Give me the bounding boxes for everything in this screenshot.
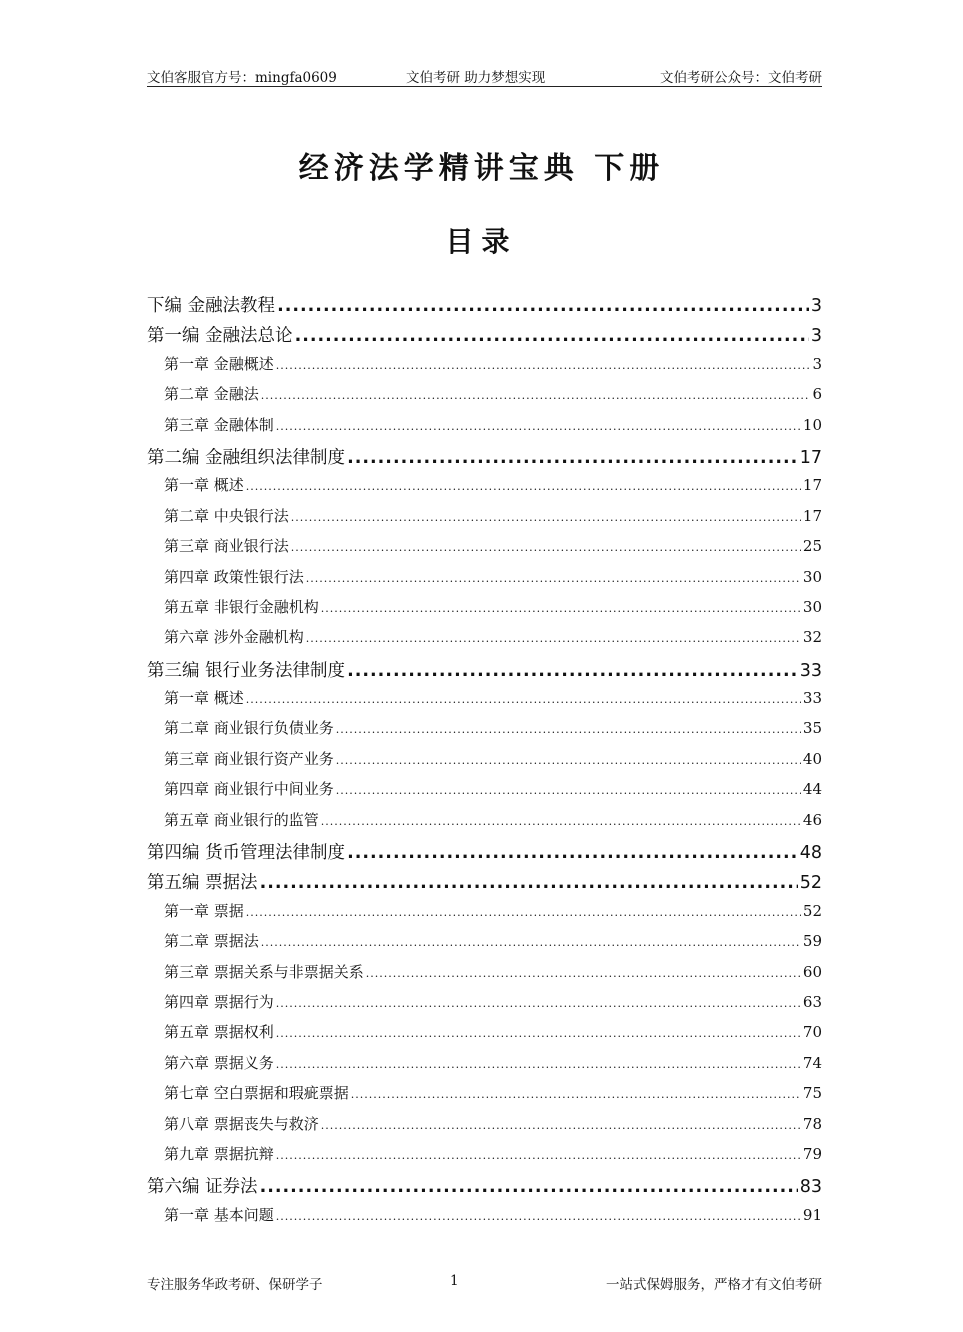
page-footer (147, 1273, 822, 1293)
dot-leader (246, 480, 801, 493)
document-title: 经济法学精讲宝典 下册 (298, 151, 665, 186)
toc-entry-chapter[interactable] (147, 383, 822, 413)
toc-entry-chapter[interactable] (147, 474, 822, 504)
toc-entry-label: 第六编 证券法 (147, 1177, 258, 1198)
toc-entry-label: 第一章 概述 (164, 689, 244, 708)
toc-entry-chapter[interactable] (147, 717, 822, 747)
toc-entry-page: 91 (802, 1205, 822, 1224)
toc-entry-label: 第一章 概述 (164, 476, 244, 495)
toc-entry-page: 25 (802, 537, 822, 556)
toc-entry-page: 78 (802, 1114, 822, 1133)
toc-entry-page: 17 (802, 476, 822, 495)
dot-leader (246, 906, 801, 919)
footer-left-text: 专注服务华政考研、保研学子 (147, 1277, 323, 1293)
toc-entry-page: 52 (802, 901, 822, 920)
toc-entry-chapter[interactable] (147, 535, 822, 565)
toc-entry-page: 63 (802, 992, 822, 1011)
dot-leader (351, 1088, 801, 1101)
dot-leader (306, 632, 801, 645)
toc-entry-page: 17 (802, 506, 822, 525)
dot-leader (260, 873, 798, 893)
toc-entry-label: 第二章 票据法 (164, 932, 259, 951)
toc-entry-chapter[interactable] (147, 626, 822, 656)
toc-entry-page: 30 (802, 567, 822, 586)
toc-entry-label: 第五章 非银行金融机构 (164, 597, 319, 616)
page-header (147, 64, 822, 87)
toc-entry-label: 第四章 票据行为 (164, 992, 274, 1011)
dot-leader (336, 784, 801, 797)
toc-entry-chapter[interactable] (147, 991, 822, 1021)
toc-heading: 目录 (445, 225, 518, 258)
toc-entry-label: 第八章 票据丧失与救济 (164, 1114, 319, 1133)
dot-leader (261, 936, 801, 949)
toc-entry-label: 第三章 票据关系与非票据关系 (164, 962, 364, 981)
dot-leader (246, 693, 801, 706)
toc-entry-page: 10 (802, 415, 822, 434)
toc-entry-chapter[interactable] (147, 900, 822, 930)
toc-entry-chapter[interactable] (147, 353, 822, 383)
toc-entry-chapter[interactable] (147, 1113, 822, 1143)
toc-entry-part[interactable] (147, 444, 822, 474)
dot-leader (276, 1210, 801, 1223)
toc-entry-page: 33 (802, 689, 822, 708)
toc-entry-page: 79 (802, 1144, 822, 1163)
toc-entry-chapter[interactable] (147, 778, 822, 808)
toc-entry-part[interactable] (147, 1173, 822, 1203)
dot-leader (347, 661, 798, 681)
toc-entry-page: 52 (799, 873, 822, 894)
toc-entry-label: 第六章 涉外金融机构 (164, 628, 304, 647)
toc-entry-chapter[interactable] (147, 930, 822, 960)
toc-entry-page: 75 (802, 1084, 822, 1103)
dot-leader (321, 602, 801, 615)
toc-entry-label: 第五章 票据权利 (164, 1023, 274, 1042)
toc-entry-label: 第二编 金融组织法律制度 (147, 447, 346, 468)
toc-entry-chapter[interactable] (147, 1021, 822, 1051)
dot-leader (347, 448, 798, 468)
page-number: 1 (450, 1273, 459, 1289)
toc-entry-chapter[interactable] (147, 1082, 822, 1112)
toc-entry-label: 第九章 票据抗辩 (164, 1144, 274, 1163)
toc-entry-page: 83 (799, 1177, 822, 1198)
toc-entry-part[interactable] (147, 839, 822, 869)
toc-entry-page: 3 (810, 296, 822, 316)
dot-leader (276, 1027, 801, 1040)
toc-entry-label: 下编 金融法教程 (147, 296, 276, 316)
toc-entry-label: 第七章 空白票据和瑕疵票据 (164, 1084, 349, 1103)
toc-entry-chapter[interactable] (147, 1204, 822, 1234)
toc-entry-page: 32 (802, 628, 822, 647)
toc-entry-page: 3 (810, 326, 822, 347)
toc-entry-label: 第六章 票据义务 (164, 1053, 274, 1072)
dot-leader (366, 967, 801, 980)
dot-leader (260, 1177, 798, 1197)
footer-right-text: 一站式保姆服务，严格才有文伯考研 (606, 1277, 822, 1293)
dot-leader (276, 997, 801, 1010)
toc-entry-label: 第一章 金融概述 (164, 354, 274, 373)
toc-entry-chapter[interactable] (147, 414, 822, 444)
toc-entry-page: 6 (812, 385, 822, 404)
dot-leader (336, 723, 801, 736)
dot-leader (277, 296, 809, 316)
toc-entry-label: 第四编 货币管理法律制度 (147, 843, 346, 864)
toc-entry-label: 第三编 银行业务法律制度 (147, 660, 346, 681)
toc-entry-label: 第四章 商业银行中间业务 (164, 780, 334, 799)
header-left-text: 文伯客服官方号：mingfa0609 (147, 70, 337, 86)
toc-entry-page: 74 (802, 1053, 822, 1072)
toc-entry-chapter[interactable] (147, 596, 822, 626)
toc-entry-chapter[interactable] (147, 961, 822, 991)
toc-entry-label: 第一章 票据 (164, 901, 244, 920)
toc-entry-label: 第五章 商业银行的监管 (164, 810, 319, 829)
toc-entry-label: 第二章 商业银行负债业务 (164, 719, 334, 738)
toc-entry-page: 17 (799, 447, 822, 468)
toc-entry-part[interactable] (147, 292, 822, 322)
dot-leader (276, 359, 811, 372)
toc-entry-label: 第三章 商业银行法 (164, 537, 289, 556)
toc-entry-label: 第四章 政策性银行法 (164, 567, 304, 586)
toc-entry-label: 第二章 中央银行法 (164, 506, 289, 525)
toc-entry-part[interactable] (147, 657, 822, 687)
toc-entry-chapter[interactable] (147, 809, 822, 839)
toc-entry-chapter[interactable] (147, 687, 822, 717)
toc-entry-part[interactable] (147, 322, 822, 352)
dot-leader (321, 815, 801, 828)
toc-entry-page: 44 (802, 780, 822, 799)
dot-leader (291, 511, 801, 524)
dot-leader (291, 541, 801, 554)
toc-entry-label: 第五编 票据法 (147, 873, 258, 894)
dot-leader (276, 420, 801, 433)
header-right-text: 文伯考研公众号：文伯考研 (660, 70, 822, 86)
toc-entry-chapter[interactable] (147, 566, 822, 596)
toc-entry-page: 35 (802, 719, 822, 738)
toc-entry-label: 第二章 金融法 (164, 385, 259, 404)
dot-leader (336, 754, 801, 767)
toc-entry-chapter[interactable] (147, 505, 822, 535)
toc-entry-page: 33 (799, 660, 822, 681)
dot-leader (295, 326, 809, 346)
table-of-contents (147, 292, 822, 1234)
header-center-text: 文伯考研 助力梦想实现 (406, 70, 546, 86)
toc-entry-chapter[interactable] (147, 1052, 822, 1082)
toc-entry-label: 第一章 基本问题 (164, 1205, 274, 1224)
dot-leader (321, 1119, 801, 1132)
toc-entry-page: 70 (802, 1023, 822, 1042)
dot-leader (306, 572, 801, 585)
toc-entry-part[interactable] (147, 869, 822, 899)
toc-entry-label: 第三章 商业银行资产业务 (164, 749, 334, 768)
toc-entry-page: 60 (802, 962, 822, 981)
toc-entry-page: 3 (812, 354, 822, 373)
toc-entry-label: 第三章 金融体制 (164, 415, 274, 434)
dot-leader (261, 389, 811, 402)
dot-leader (347, 843, 798, 863)
toc-entry-chapter[interactable] (147, 748, 822, 778)
toc-entry-label: 第一编 金融法总论 (147, 326, 293, 347)
toc-entry-page: 40 (802, 749, 822, 768)
toc-entry-chapter[interactable] (147, 1143, 822, 1173)
dot-leader (276, 1058, 801, 1071)
toc-entry-page: 59 (802, 932, 822, 951)
toc-entry-page: 30 (802, 597, 822, 616)
toc-entry-page: 48 (799, 843, 822, 864)
toc-entry-page: 46 (802, 810, 822, 829)
dot-leader (276, 1149, 801, 1162)
